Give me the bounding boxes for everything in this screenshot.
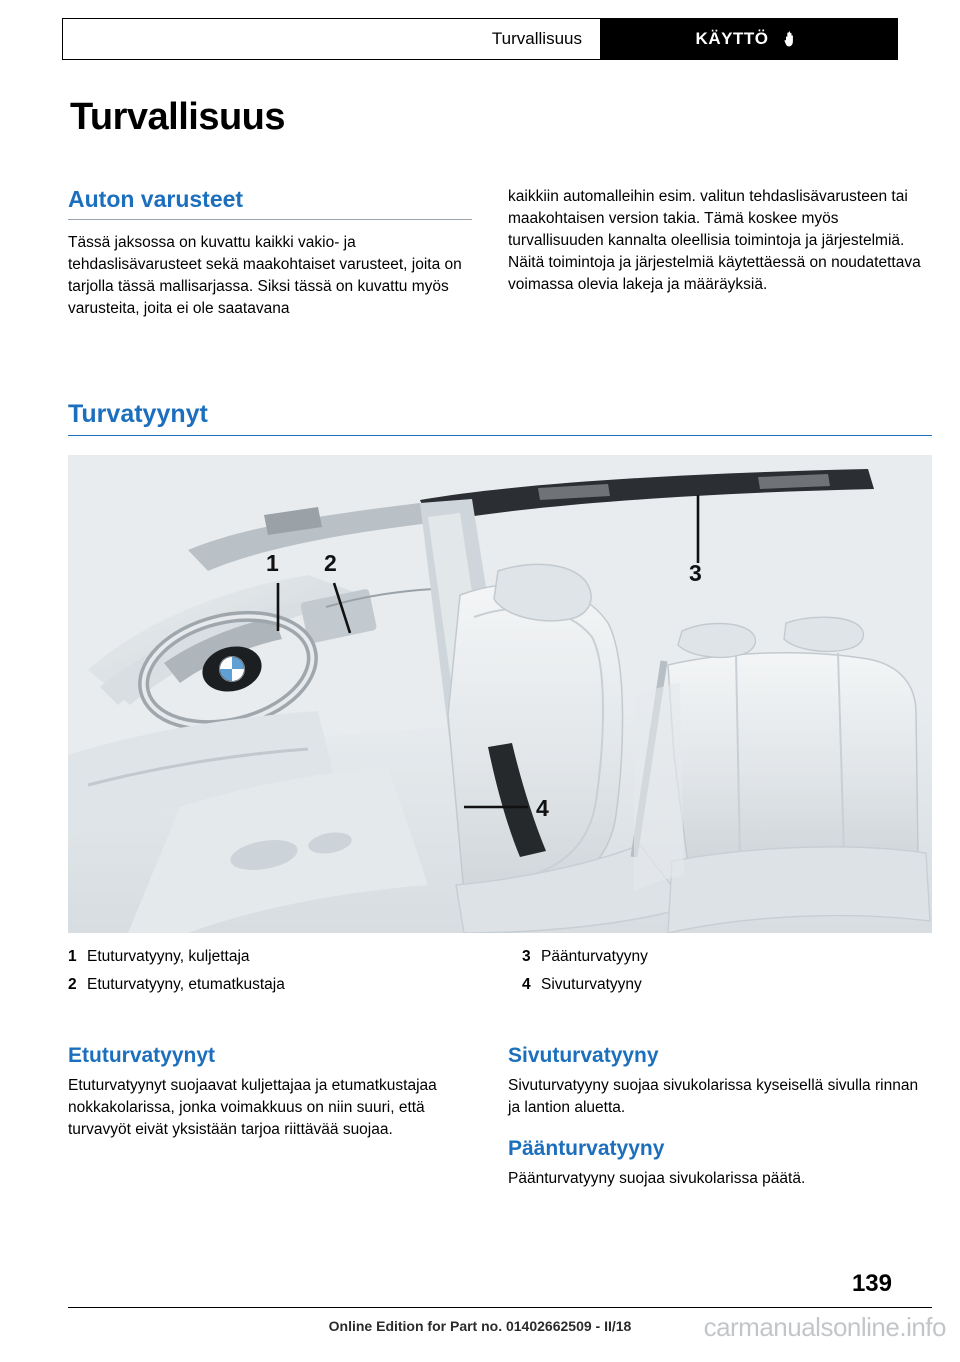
section-label: KÄYTTÖ	[695, 29, 769, 48]
heading-divider	[68, 219, 472, 220]
svg-text:1: 1	[266, 550, 279, 576]
legend-label: Sivuturvatyyny	[541, 976, 642, 993]
turvatyynyt-section-header	[68, 400, 932, 436]
footer-note: Online Edition for Part no. 01402662509 - II/18	[328, 1318, 632, 1334]
auton-varusteet-text-continued: kaikkiin automalleihin esim. valitun tehdaslisävarusteen tai maakohtaisen version takia. Tämä koskee myös turvallisuuden kannalta oleellisia toimintoja ja järjestelmiä. Näitä toimintoja ja järjestelmiä käytettäessä on noudatettava voimassa olevia lakeja ja määräyksiä.	[508, 188, 921, 293]
legend-label: Päänturvatyyny	[541, 948, 648, 965]
svg-text:3: 3	[689, 560, 702, 586]
legend-number: 1	[68, 948, 77, 965]
paanturvatyyny-text: Päänturvatyyny suojaa sivukolarissa päätä.	[508, 1170, 806, 1187]
legend-number: 3	[522, 948, 531, 965]
legend-number: 4	[522, 976, 531, 993]
page-title: Turvallisuus	[70, 96, 286, 138]
page-header	[62, 18, 898, 60]
legend-column-right	[522, 948, 932, 1004]
etuturvatyynyt-heading: Etuturvatyynyt	[68, 1044, 216, 1067]
etuturvatyynyt-text: Etuturvatyynyt suojaavat kuljettajaa ja etumatkustajaa nokkakolarissa, jonka voimakkuus on niin suuri, että turvavyöt eivät yksistään tarjoa riittävää suojaa.	[68, 1077, 437, 1138]
breadcrumb: Turvallisuus	[491, 29, 582, 48]
legend-item	[522, 948, 932, 966]
legend-column-left	[68, 948, 478, 1004]
etuturvatyynyt-block	[68, 1044, 472, 1141]
auton-varusteet-text: Tässä jaksossa on kuvattu kaikki vakio- ja tehdaslisävarusteet sekä maakohtaiset varusteet, joita on tarjolla tässä mallisarjassa. Siksi tässä on kuvattu myös varusteita, joita ei ole saatavana	[68, 234, 462, 317]
turvatyynyt-heading: Turvatyynyt	[68, 400, 208, 428]
watermark: carmanualsonline.info	[703, 1312, 946, 1342]
hand-pointer-icon	[782, 29, 802, 49]
legend-label: Etuturvatyyny, kuljettaja	[87, 948, 250, 965]
legend-item	[68, 976, 478, 994]
legend-label: Etuturvatyyny, etumatkustaja	[87, 976, 285, 993]
page-number: 139	[851, 1270, 892, 1297]
header-section-tab	[600, 18, 898, 60]
svg-text:2: 2	[324, 550, 337, 576]
legend-number: 2	[68, 976, 77, 993]
section-divider	[68, 435, 932, 436]
sivuturvatyyny-text: Sivuturvatyyny suojaa sivukolarissa kyseisellä sivulla rinnan ja lantion aluetta.	[508, 1077, 919, 1116]
auton-varusteet-heading: Auton varusteet	[68, 186, 244, 212]
airbag-legend	[68, 948, 932, 1004]
paanturvatyyny-heading: Päänturvatyyny	[508, 1137, 665, 1160]
legend-item	[522, 976, 932, 994]
auton-varusteet-block	[68, 186, 472, 320]
sivuturvatyyny-heading: Sivuturvatyyny	[508, 1044, 659, 1067]
svg-text:4: 4	[536, 795, 549, 821]
footer-divider	[68, 1307, 932, 1308]
airbag-illustration	[68, 455, 932, 933]
legend-item	[68, 948, 478, 966]
header-breadcrumb-area	[62, 18, 600, 60]
sivuturvatyyny-block	[508, 1044, 932, 1190]
auton-varusteet-continuation	[508, 186, 932, 296]
